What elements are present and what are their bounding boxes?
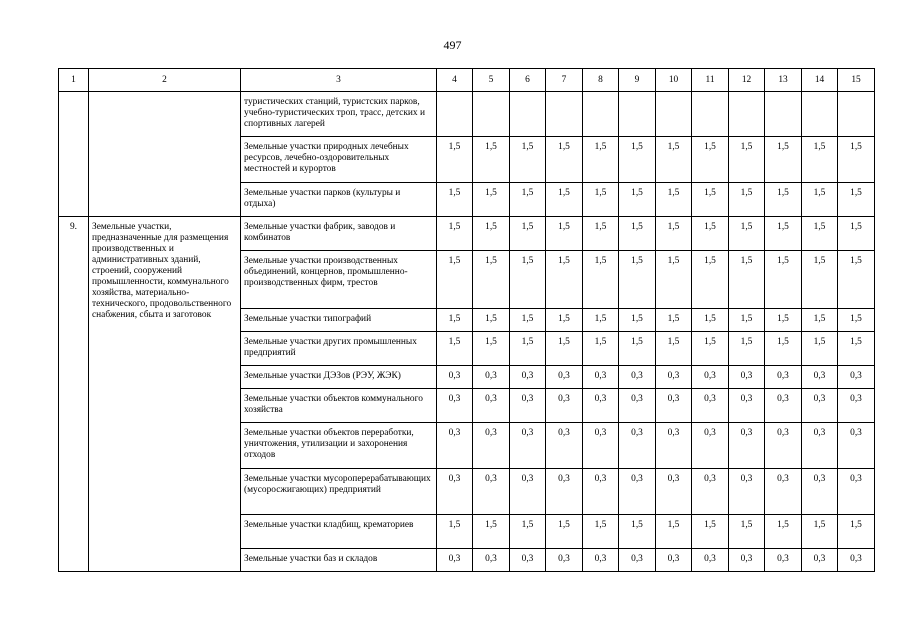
rate-value-cell: 0,3 [765, 366, 802, 389]
rate-value-cell: 0,3 [838, 366, 875, 389]
rate-value-cell: 1,5 [510, 183, 546, 217]
rate-value-cell: 1,5 [583, 251, 619, 309]
rate-value-cell: 0,3 [765, 389, 802, 423]
rate-value-cell: 1,5 [437, 217, 473, 251]
rate-value-cell: 0,3 [510, 469, 546, 515]
rate-value-cell: 0,3 [510, 389, 546, 423]
rate-value-cell: 1,5 [729, 183, 765, 217]
rate-value-cell: 1,5 [510, 309, 546, 332]
rate-value-cell: 1,5 [437, 251, 473, 309]
rate-value-cell: 1,5 [583, 183, 619, 217]
rate-value-cell: 0,3 [729, 389, 765, 423]
column-header: 13 [765, 69, 802, 92]
rate-value-cell: 1,5 [765, 515, 802, 549]
rate-value-cell: 1,5 [546, 183, 583, 217]
rate-value-cell [473, 92, 510, 137]
table-header-row [59, 69, 875, 92]
rate-value-cell [802, 92, 838, 137]
rate-value-cell: 1,5 [619, 515, 656, 549]
column-header: 3 [241, 69, 437, 92]
rate-value-cell: 0,3 [546, 423, 583, 469]
rate-value-cell: 1,5 [692, 309, 729, 332]
rate-value-cell: 1,5 [510, 251, 546, 309]
rate-value-cell [765, 92, 802, 137]
rate-value-cell: 0,3 [619, 469, 656, 515]
rates-table [58, 68, 875, 572]
column-header: 5 [473, 69, 510, 92]
rate-value-cell: 0,3 [729, 549, 765, 572]
rate-value-cell: 0,3 [656, 389, 692, 423]
rate-value-cell: 1,5 [546, 137, 583, 183]
rate-value-cell: 1,5 [473, 217, 510, 251]
column-header: 4 [437, 69, 473, 92]
rate-value-cell: 1,5 [583, 217, 619, 251]
rate-value-cell: 1,5 [619, 137, 656, 183]
rate-value-cell: 0,3 [692, 549, 729, 572]
rate-value-cell: 1,5 [729, 332, 765, 366]
rate-value-cell: 1,5 [437, 332, 473, 366]
rate-value-cell: 0,3 [692, 389, 729, 423]
land-category-label: Земельные участки производственных объединений, концернов, промышленно-производственных фирм, трестов [241, 251, 437, 309]
rate-value-cell: 1,5 [619, 309, 656, 332]
rate-value-cell [583, 92, 619, 137]
rate-value-cell: 0,3 [838, 423, 875, 469]
rate-value-cell: 0,3 [619, 423, 656, 469]
rate-value-cell: 0,3 [473, 423, 510, 469]
column-header: 15 [838, 69, 875, 92]
rate-value-cell: 1,5 [765, 183, 802, 217]
rate-value-cell: 1,5 [510, 217, 546, 251]
column-header: 12 [729, 69, 765, 92]
rate-value-cell: 1,5 [802, 309, 838, 332]
column-header: 6 [510, 69, 546, 92]
rate-value-cell: 1,5 [838, 309, 875, 332]
rate-value-cell: 1,5 [765, 137, 802, 183]
rate-value-cell: 0,3 [510, 423, 546, 469]
rate-value-cell: 0,3 [729, 469, 765, 515]
column-header: 9 [619, 69, 656, 92]
column-header: 1 [59, 69, 89, 92]
rate-value-cell: 0,3 [583, 469, 619, 515]
rate-value-cell: 0,3 [583, 389, 619, 423]
rate-value-cell: 1,5 [510, 332, 546, 366]
rate-value-cell: 1,5 [802, 515, 838, 549]
rate-value-cell: 1,5 [473, 183, 510, 217]
rate-value-cell: 1,5 [838, 137, 875, 183]
rate-value-cell: 1,5 [473, 332, 510, 366]
rate-value-cell [692, 92, 729, 137]
rate-value-cell: 1,5 [802, 251, 838, 309]
rate-value-cell: 0,3 [838, 389, 875, 423]
rate-value-cell: 1,5 [729, 309, 765, 332]
land-category-label: Земельные участки ДЭЗов (РЭУ, ЖЭК) [241, 366, 437, 389]
rate-value-cell: 0,3 [546, 469, 583, 515]
rate-value-cell: 0,3 [583, 549, 619, 572]
rate-value-cell: 1,5 [546, 332, 583, 366]
rate-value-cell: 1,5 [802, 183, 838, 217]
rate-value-cell: 1,5 [692, 251, 729, 309]
rate-value-cell: 0,3 [729, 366, 765, 389]
rate-value-cell: 1,5 [656, 183, 692, 217]
rate-value-cell: 1,5 [765, 332, 802, 366]
rate-value-cell: 0,3 [473, 366, 510, 389]
rate-value-cell [656, 92, 692, 137]
rate-value-cell: 0,3 [802, 366, 838, 389]
rate-value-cell: 1,5 [473, 515, 510, 549]
rate-value-cell: 0,3 [473, 549, 510, 572]
rate-value-cell: 1,5 [802, 217, 838, 251]
rate-value-cell: 1,5 [692, 183, 729, 217]
table-row [59, 92, 875, 137]
rate-value-cell: 1,5 [619, 251, 656, 309]
rate-value-cell: 1,5 [692, 515, 729, 549]
rate-value-cell: 1,5 [729, 515, 765, 549]
rate-value-cell: 0,3 [546, 366, 583, 389]
rate-value-cell: 0,3 [656, 549, 692, 572]
rate-value-cell: 1,5 [583, 137, 619, 183]
rate-value-cell: 1,5 [656, 332, 692, 366]
rate-value-cell: 1,5 [838, 515, 875, 549]
rate-value-cell: 0,3 [692, 469, 729, 515]
rate-value-cell: 0,3 [437, 389, 473, 423]
rate-value-cell: 1,5 [656, 309, 692, 332]
rate-value-cell: 0,3 [692, 366, 729, 389]
rate-value-cell: 1,5 [729, 251, 765, 309]
group-name [89, 92, 241, 217]
rate-value-cell: 0,3 [656, 469, 692, 515]
rate-value-cell: 0,3 [802, 549, 838, 572]
rate-value-cell: 0,3 [583, 366, 619, 389]
rate-value-cell: 1,5 [838, 251, 875, 309]
rate-value-cell [619, 92, 656, 137]
rate-value-cell: 0,3 [656, 366, 692, 389]
rate-value-cell: 1,5 [437, 309, 473, 332]
rate-value-cell: 0,3 [765, 549, 802, 572]
rate-value-cell: 0,3 [838, 469, 875, 515]
group-number: 9. [59, 217, 89, 572]
land-category-label: Земельные участки баз и складов [241, 549, 437, 572]
rate-value-cell: 0,3 [510, 366, 546, 389]
rate-value-cell: 0,3 [546, 549, 583, 572]
column-header: 7 [546, 69, 583, 92]
rate-value-cell: 1,5 [656, 137, 692, 183]
rate-value-cell: 0,3 [473, 389, 510, 423]
rate-value-cell: 0,3 [619, 366, 656, 389]
rate-value-cell: 1,5 [546, 251, 583, 309]
table-row [59, 217, 875, 251]
rate-value-cell: 1,5 [546, 515, 583, 549]
rate-value-cell: 1,5 [473, 309, 510, 332]
rate-value-cell: 1,5 [510, 515, 546, 549]
rate-value-cell: 1,5 [473, 251, 510, 309]
group-name: Земельные участки, предназначенные для размещения производственных и административных зданий, строений, сооружений промышленности, коммунального хозяйства, материально-технического, продовольственного снабжения, сбыта и заготовок [89, 217, 241, 572]
rate-value-cell: 1,5 [583, 309, 619, 332]
rate-value-cell: 1,5 [437, 137, 473, 183]
rate-value-cell: 1,5 [838, 183, 875, 217]
rate-value-cell: 1,5 [656, 515, 692, 549]
rate-value-cell: 0,3 [692, 423, 729, 469]
column-header: 11 [692, 69, 729, 92]
rate-value-cell: 0,3 [802, 423, 838, 469]
land-category-label: Земельные участки объектов коммунального хозяйства [241, 389, 437, 423]
rate-value-cell: 1,5 [619, 217, 656, 251]
rate-value-cell: 1,5 [546, 217, 583, 251]
rate-value-cell: 0,3 [838, 549, 875, 572]
rate-value-cell [510, 92, 546, 137]
land-category-label: Земельные участки объектов переработки, уничтожения, утилизации и захоронения отходов [241, 423, 437, 469]
rate-value-cell [437, 92, 473, 137]
rate-value-cell: 1,5 [838, 332, 875, 366]
rate-value-cell: 0,3 [437, 469, 473, 515]
rate-value-cell: 1,5 [729, 137, 765, 183]
rate-value-cell: 0,3 [546, 389, 583, 423]
rate-value-cell: 0,3 [802, 469, 838, 515]
page-number: 497 [443, 38, 462, 52]
rate-value-cell: 1,5 [729, 217, 765, 251]
rate-value-cell: 1,5 [692, 137, 729, 183]
land-category-label: Земельные участки типографий [241, 309, 437, 332]
rate-value-cell: 1,5 [765, 251, 802, 309]
column-header: 2 [89, 69, 241, 92]
rate-value-cell: 0,3 [802, 389, 838, 423]
rate-value-cell: 0,3 [510, 549, 546, 572]
rate-value-cell: 1,5 [765, 309, 802, 332]
rate-value-cell: 1,5 [692, 217, 729, 251]
land-category-label: Земельные участки парков (культуры и отдыха) [241, 183, 437, 217]
rate-value-cell [729, 92, 765, 137]
rate-value-cell: 0,3 [765, 423, 802, 469]
rate-value-cell [546, 92, 583, 137]
land-category-label: Земельные участки мусороперерабатывающих (мусоросжигающих) предприятий [241, 469, 437, 515]
rate-value-cell: 1,5 [765, 217, 802, 251]
rate-value-cell: 1,5 [583, 332, 619, 366]
land-category-label: Земельные участки фабрик, заводов и комбинатов [241, 217, 437, 251]
rate-value-cell: 1,5 [802, 332, 838, 366]
column-header: 14 [802, 69, 838, 92]
rate-value-cell: 0,3 [473, 469, 510, 515]
rate-value-cell: 1,5 [437, 515, 473, 549]
rate-value-cell: 0,3 [619, 389, 656, 423]
rate-value-cell: 0,3 [656, 423, 692, 469]
rate-value-cell: 0,3 [619, 549, 656, 572]
rate-value-cell: 1,5 [838, 217, 875, 251]
rate-value-cell: 1,5 [583, 515, 619, 549]
column-header: 8 [583, 69, 619, 92]
land-category-label: Земельные участки других промышленных предприятий [241, 332, 437, 366]
land-category-label: Земельные участки кладбищ, крематориев [241, 515, 437, 549]
rate-value-cell: 1,5 [437, 183, 473, 217]
rate-value-cell: 1,5 [619, 183, 656, 217]
rate-value-cell: 1,5 [656, 251, 692, 309]
rate-value-cell: 0,3 [437, 549, 473, 572]
rate-value-cell: 1,5 [510, 137, 546, 183]
rate-value-cell: 0,3 [437, 423, 473, 469]
rate-value-cell: 0,3 [765, 469, 802, 515]
rate-value-cell: 0,3 [729, 423, 765, 469]
group-number [59, 92, 89, 217]
land-category-label: Земельные участки природных лечебных ресурсов, лечебно-оздоровительных местностей и курортов [241, 137, 437, 183]
rate-value-cell [838, 92, 875, 137]
rate-value-cell: 1,5 [656, 217, 692, 251]
land-category-label: туристических станций, туристских парков, учебно-туристических троп, трасс, детских и спортивных лагерей [241, 92, 437, 137]
rate-value-cell: 1,5 [619, 332, 656, 366]
column-header: 10 [656, 69, 692, 92]
rate-value-cell: 1,5 [546, 309, 583, 332]
rate-value-cell: 1,5 [473, 137, 510, 183]
rate-value-cell: 0,3 [583, 423, 619, 469]
rate-value-cell: 1,5 [692, 332, 729, 366]
rate-value-cell: 1,5 [802, 137, 838, 183]
rate-value-cell: 0,3 [437, 366, 473, 389]
